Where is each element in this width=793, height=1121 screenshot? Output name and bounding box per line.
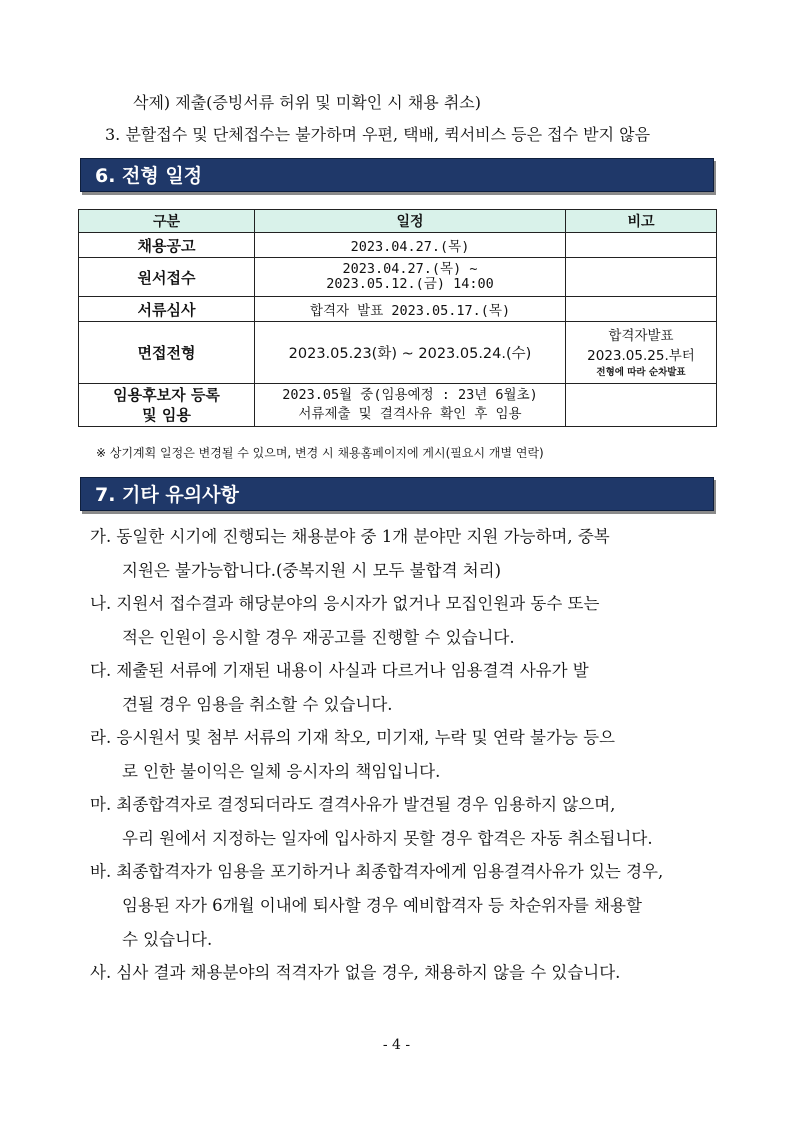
table-row <box>79 384 717 427</box>
row-date-line: 서류제출 및 결격사유 확인 후 임용 <box>298 406 522 422</box>
notice-item-ra-cont: 로 인한 불이익은 일체 응시자의 책임입니다. <box>122 762 441 781</box>
notice-item-na-cont: 적은 인원이 응시할 경우 재공고를 진행할 수 있습니다. <box>122 628 515 647</box>
header-remarks: 비고 <box>566 210 717 233</box>
row-date <box>255 384 566 427</box>
row-label-line: 임용후보자 등록 <box>113 386 220 404</box>
notice-item-na: 나. 지원서 접수결과 해당분야의 응시자가 없거나 모집인원과 동수 또는 <box>90 594 600 613</box>
section-6-header <box>80 158 714 192</box>
notice-item-ga: 가. 동일한 시기에 진행되는 채용분야 중 1개 분야만 지원 가능하며, 중복 <box>90 527 610 546</box>
page-number: - 4 - <box>382 1037 411 1053</box>
row-note <box>566 258 717 297</box>
row-label: 원서접수 <box>79 258 255 297</box>
row-label-line: 및 임용 <box>142 406 191 424</box>
row-label: 채용공고 <box>79 233 255 258</box>
row-note-line: 합격자발표 <box>608 327 674 344</box>
notice-item-sa: 사. 심사 결과 채용분야의 적격자가 없을 경우, 채용하지 않을 수 있습니다. <box>90 963 621 982</box>
header-category: 구분 <box>79 210 255 233</box>
notice-item-ma-cont: 우리 원에서 지정하는 일자에 입사하지 못할 경우 합격은 자동 취소됩니다. <box>122 829 653 848</box>
notice-item-ma: 마. 최종합격자로 결정되더라도 결격사유가 발견될 경우 임용하지 않으며, <box>90 795 616 814</box>
table-header-row <box>79 210 717 233</box>
row-label <box>79 384 255 427</box>
row-date <box>255 258 566 297</box>
notice-item-da: 다. 제출된 서류에 기재된 내용이 사실과 다르거나 임용결격 사유가 발 <box>90 661 589 680</box>
row-date: 2023.05.23(화) ~ 2023.05.24.(수) <box>255 322 566 384</box>
submission-notice-item-3: 3. 분할접수 및 단체접수는 불가하며 우편, 택배, 퀵서비스 등은 접수 받지 않음 <box>105 125 651 144</box>
row-date: 2023.04.27.(목) <box>255 233 566 258</box>
section-7-header <box>80 477 714 511</box>
table-row <box>79 233 717 258</box>
table-row <box>79 297 717 322</box>
section-7-title: 7. 기타 유의사항 <box>95 484 239 506</box>
section-6-title: 6. 전형 일정 <box>95 165 203 187</box>
row-label: 면접전형 <box>79 322 255 384</box>
row-label: 서류심사 <box>79 297 255 322</box>
row-note <box>566 384 717 427</box>
notice-item-da-cont: 견될 경우 임용을 취소할 수 있습니다. <box>122 695 393 714</box>
schedule-table <box>78 209 717 427</box>
row-date-line: 2023.05월 중(임용예정 : 23년 6월초) <box>282 387 538 403</box>
row-note-line: 2023.05.25.부터 <box>587 347 695 364</box>
row-note <box>566 297 717 322</box>
row-date-line: 2023.05.12.(금) 14:00 <box>326 276 494 292</box>
header-schedule: 일정 <box>255 210 566 233</box>
row-date: 합격자 발표 2023.05.17.(목) <box>255 297 566 322</box>
notice-item-ra: 라. 응시원서 및 첨부 서류의 기재 착오, 미기재, 누락 및 연락 불가능 등으 <box>90 728 615 747</box>
continued-text-line: 삭제) 제출(증빙서류 허위 및 미확인 시 채용 취소) <box>133 93 481 112</box>
notice-item-ga-cont: 지원은 불가능합니다.(중복지원 시 모두 불합격 처리) <box>122 561 502 580</box>
row-date-line: 2023.04.27.(목) ~ <box>342 261 478 277</box>
table-row <box>79 322 717 384</box>
row-note <box>566 233 717 258</box>
row-note <box>566 322 717 384</box>
notice-item-ba: 바. 최종합격자가 임용을 포기하거나 최종합격자에게 임용결격사유가 있는 경우, <box>90 862 664 881</box>
notice-item-ba-cont: 수 있습니다. <box>122 930 213 949</box>
row-note-line: 전형에 따라 순차발표 <box>596 366 686 378</box>
table-row <box>79 258 717 297</box>
schedule-footnote: ※ 상기계획 일정은 변경될 수 있으며, 변경 시 채용홈페이지에 게시(필요시 개별 연락) <box>96 446 544 460</box>
notice-item-ba-cont: 임용된 자가 6개월 이내에 퇴사할 경우 예비합격자 등 차순위자를 채용할 <box>122 896 642 915</box>
